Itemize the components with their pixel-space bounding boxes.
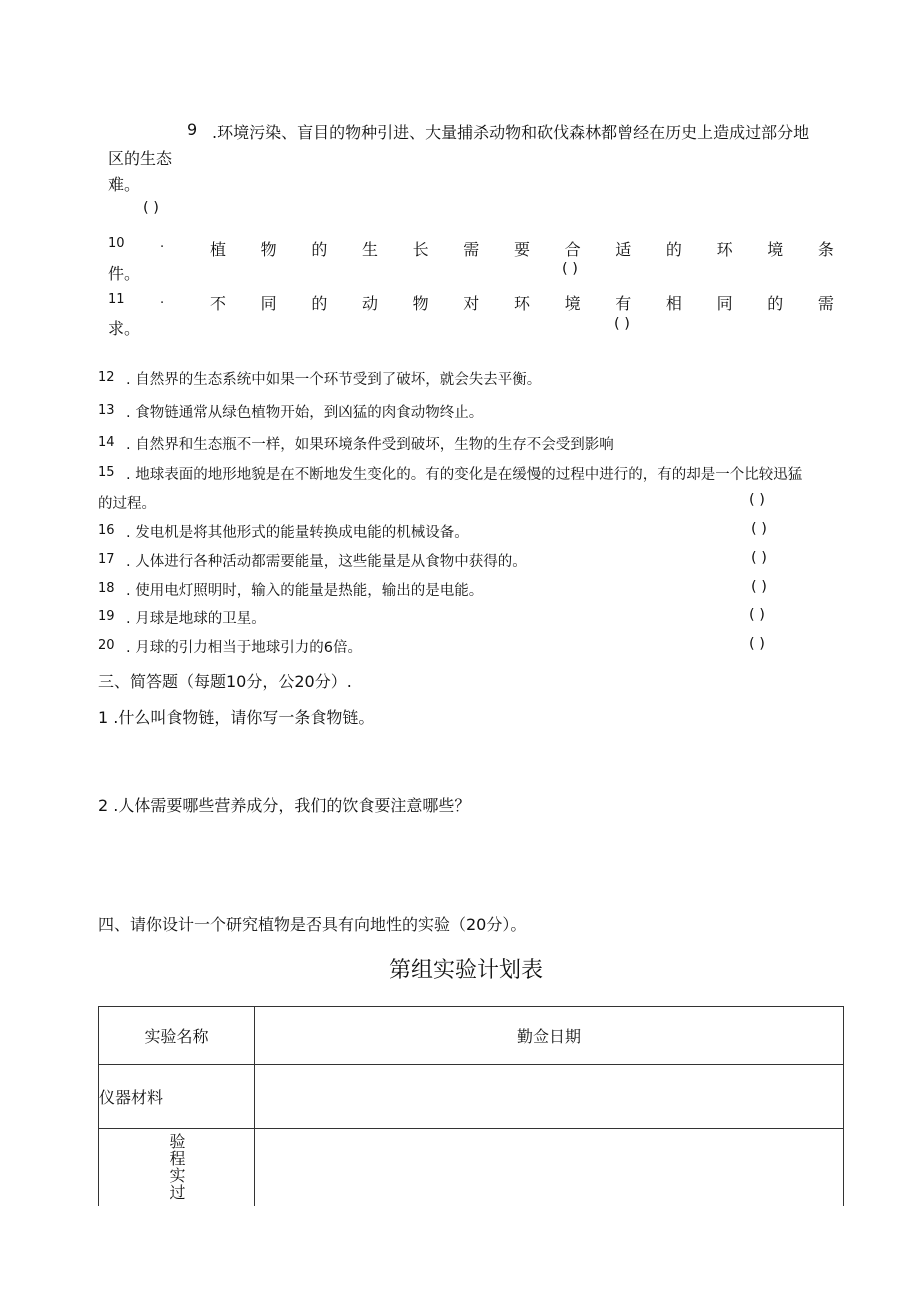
experiment-name-label: 实验名称 (99, 1007, 255, 1065)
q16-text: . 发电机是将其他形式的能量转换成电能的机械设备。 (126, 525, 469, 541)
q18-answer-parentheses[interactable]: ( ) (751, 579, 767, 595)
q13-text: . 食物链通常从绿色植物开始，到凶猛的肉食动物终止。 (126, 405, 484, 421)
q11-char: 对 (463, 294, 480, 313)
q11-text-line2: 求。 (108, 319, 141, 338)
q15-text-line2: 的过程。 (98, 496, 156, 512)
q13-number: 13 (98, 403, 115, 418)
q11-char: 物 (412, 294, 429, 313)
q9-text-line3: 难。 (108, 175, 141, 194)
process-label: 验程实过 (167, 1133, 186, 1201)
q18-text: . 使用电灯照明时，输入的能量是热能，输出的是电能。 (126, 583, 484, 599)
q10-char: 的 (665, 240, 682, 259)
q16-answer-parentheses[interactable]: ( ) (751, 521, 767, 537)
q15-number: 15 (98, 465, 115, 480)
q19-text: . 月球是地球的卫星。 (126, 611, 266, 627)
q11-char: 需 (817, 294, 834, 313)
q11-answer-parentheses[interactable]: ( ) (614, 316, 630, 332)
plan-row-materials (99, 1065, 844, 1129)
q20-answer-parentheses[interactable]: ( ) (749, 636, 765, 652)
inspection-date-label: 勤佥日期 (255, 1007, 844, 1065)
q10-char: 生 (361, 240, 378, 259)
q11-dot: . (160, 292, 165, 307)
q11-text (210, 291, 834, 314)
section-4-heading: 四、请你设计一个研究植物是否具有向地性的实验（20分）。 (98, 915, 527, 934)
q11-char: 环 (513, 294, 530, 313)
q10-text (210, 237, 834, 260)
q10-char: 植 (210, 240, 227, 259)
q10-text-line2: 件。 (108, 264, 141, 283)
q17-text: . 人体进行各种活动都需要能量，这些能量是从食物中获得的。 (126, 554, 527, 570)
q11-char: 动 (361, 294, 378, 313)
plan-row-name (99, 1007, 844, 1065)
q12-number: 12 (98, 370, 115, 385)
q14-number: 14 (98, 435, 115, 450)
q14-text: . 自然界和生态瓶不一样，如果环境条件受到破坏，生物的生存不会受到影响 (126, 437, 614, 453)
q11-char: 相 (665, 294, 682, 313)
q9-text-line2: 区的生态 (108, 149, 173, 168)
q15-answer-parentheses[interactable]: ( ) (749, 492, 765, 508)
materials-cell[interactable] (255, 1065, 844, 1129)
q10-char: 环 (716, 240, 733, 259)
q11-char: 同 (716, 294, 733, 313)
q17-answer-parentheses[interactable]: ( ) (751, 550, 767, 566)
q10-char: 的 (311, 240, 328, 259)
q10-answer-parentheses[interactable]: ( ) (562, 261, 578, 277)
short-answer-q1: 1 .什么叫食物链，请你写一条食物链。 (98, 708, 375, 727)
q11-char: 境 (564, 294, 581, 313)
q11-char: 的 (767, 294, 784, 313)
section-3-heading: 三、简答题（每题10分，公20分）. (98, 672, 352, 691)
q12-text: . 自然界的生态系统中如果一个环节受到了破坏，就会失去平衡。 (126, 372, 542, 388)
q11-char: 的 (311, 294, 328, 313)
q9-answer-parentheses[interactable]: ( ) (143, 200, 159, 216)
q11-number: 11 (108, 292, 125, 307)
q9-number: 9 (187, 120, 198, 139)
q20-number: 20 (98, 638, 115, 653)
q11-char: 同 (260, 294, 277, 313)
page-bottom-margin (0, 1206, 920, 1301)
q18-number: 18 (98, 581, 115, 596)
q11-char: 有 (615, 294, 632, 313)
q10-char: 境 (767, 240, 784, 259)
q10-char: 条 (817, 240, 834, 259)
q10-char: 长 (412, 240, 429, 259)
plan-table-title: 第组实验计划表 (389, 958, 544, 983)
q11-char: 不 (210, 294, 227, 313)
q15-text: . 地球表面的地形地貌是在不断地发生变化的。有的变化是在缓慢的过程中进行的，有的却是一个比较迅猛 (126, 467, 803, 483)
q19-answer-parentheses[interactable]: ( ) (749, 607, 765, 623)
q10-dot: . (160, 236, 165, 251)
q10-number: 10 (108, 236, 125, 251)
q19-number: 19 (98, 609, 115, 624)
q10-char: 要 (513, 240, 530, 259)
q20-text: . 月球的引力相当于地球引力的6倍。 (126, 640, 362, 656)
q17-number: 17 (98, 552, 115, 567)
q10-char: 物 (260, 240, 277, 259)
q10-char: 合 (564, 240, 581, 259)
short-answer-q2: 2 .人体需要哪些营养成分，我们的饮食要注意哪些？ (98, 796, 471, 815)
q9-text: .环境污染、盲目的物种引进、大量捕杀动物和砍伐森林都曾经在历史上造成过部分地 (212, 123, 810, 142)
q16-number: 16 (98, 523, 115, 538)
q10-char: 适 (615, 240, 632, 259)
materials-label: 仪器材料 (99, 1065, 255, 1129)
q10-char: 需 (463, 240, 480, 259)
